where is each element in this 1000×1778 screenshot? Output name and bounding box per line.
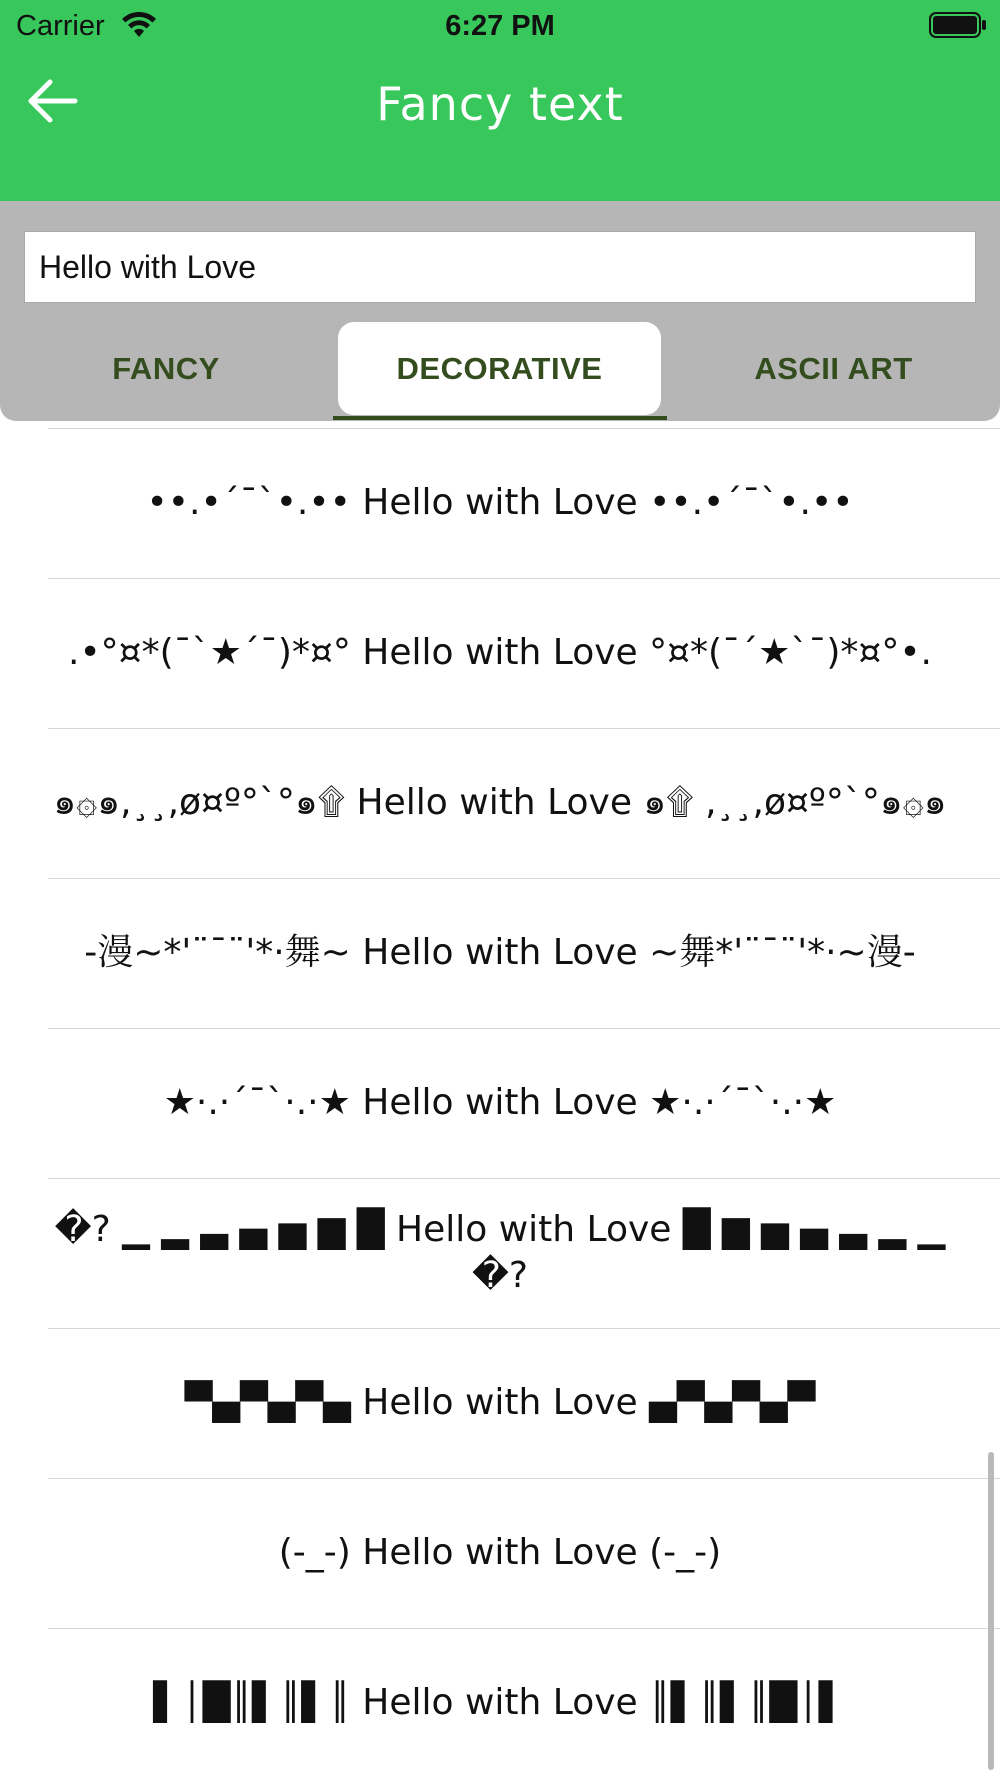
tab-fancy[interactable]: FANCY: [112, 351, 220, 386]
tab-decorative[interactable]: DECORATIVE: [338, 322, 661, 415]
scrollbar[interactable]: [988, 1452, 994, 1770]
list-item[interactable]: ★·.·´¯`·.·★ Hello with Love ★·.·´¯`·.·★: [163, 1082, 837, 1123]
list-item[interactable]: ▀▄▀▄▀▄ Hello with Love ▄▀▄▀▄▀: [184, 1382, 816, 1423]
list-item[interactable]: ▌│█║▌║▌║ Hello with Love ║▌║▌║█│▌: [153, 1682, 847, 1723]
list-item[interactable]: -漫~*'¨¯¨'*·舞~ Hello with Love ~舞*'¨¯¨'*·~漫-: [84, 932, 916, 973]
list-item[interactable]: ๑۞๑,¸¸,ø¤º°`°๑۩ Hello with Love ๑۩ ,¸¸,ø¤º°`°๑۞๑: [53, 782, 947, 823]
page-title: Fancy text: [376, 77, 624, 131]
list-item[interactable]: .•°¤*(¯`★´¯)*¤° Hello with Love °¤*(¯´★`¯)*¤°•.: [68, 632, 932, 673]
carrier-label: Carrier: [16, 10, 105, 42]
list-item[interactable]: (-_-) Hello with Love (-_-): [278, 1532, 722, 1573]
text-input[interactable]: [24, 231, 976, 303]
status-bar: [0, 0, 1000, 52]
clock: 6:27 PM: [445, 10, 555, 42]
list-item[interactable]: ••.•´¯`•.•• Hello with Love ••.•´¯`•.••: [146, 482, 854, 523]
decorative-text-list[interactable]: [0, 428, 1000, 1778]
tab-ascii-art[interactable]: ASCII ART: [754, 351, 913, 386]
battery-icon: [929, 12, 987, 38]
tab-bar: [0, 317, 1000, 421]
list-item[interactable]: �? ▁ ▂ ▃ ▄ ▅ ▆ █ Hello with Love █ ▆ ▅ ▄ ▃ ▂ ▁ �?: [54, 1209, 946, 1296]
selected-tab-indicator: [333, 416, 667, 420]
